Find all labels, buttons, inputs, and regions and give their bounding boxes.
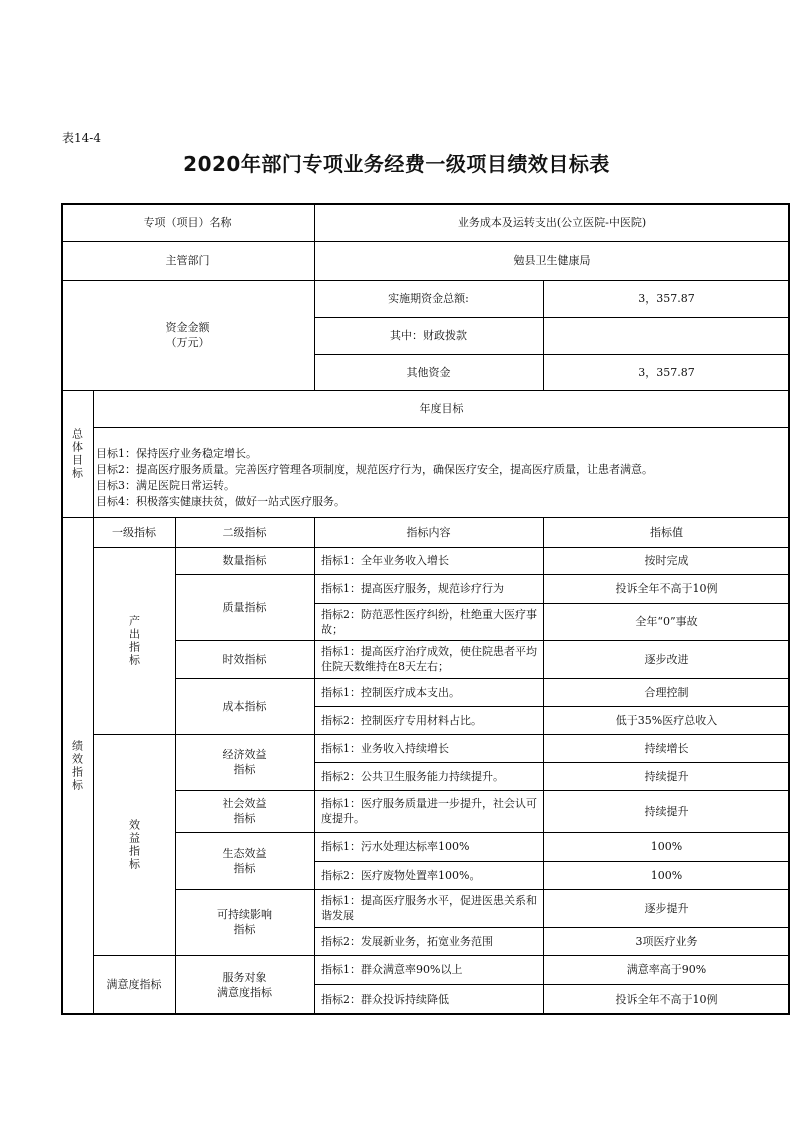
indicator-value: 合理控制 bbox=[644, 685, 689, 699]
funds-total-value: 3，357.87 bbox=[638, 292, 695, 305]
indicator-content: 指标2：群众投诉持续降低 bbox=[321, 992, 449, 1006]
performance-table bbox=[61, 203, 790, 1014]
grid-line bbox=[314, 317, 790, 318]
grid-line bbox=[175, 640, 790, 641]
header-content: 指标内容 bbox=[406, 525, 451, 539]
table-border bbox=[61, 203, 790, 205]
grid-line bbox=[93, 547, 790, 548]
grid-line bbox=[175, 832, 790, 833]
grid-line bbox=[314, 762, 790, 763]
grid-line bbox=[314, 603, 790, 604]
grid-line bbox=[93, 955, 790, 956]
indicator-value: 持续增长 bbox=[644, 741, 689, 755]
grid-line bbox=[175, 678, 790, 679]
indicator-value: 100% bbox=[650, 840, 683, 853]
funds-label: 资金金额 （万元） bbox=[165, 321, 210, 349]
indicator-value: 满意率高于90% bbox=[626, 963, 707, 976]
indicator-value: 100% bbox=[650, 868, 683, 882]
indicator-value: 持续提升 bbox=[644, 804, 689, 818]
grid-line bbox=[314, 927, 790, 928]
indicator-content: 指标1：全年业务收入增长 bbox=[321, 554, 449, 567]
indicator-content: 指标1：提高医疗服务，规范诊疗行为 bbox=[321, 582, 504, 595]
grid-line bbox=[175, 790, 790, 791]
goal-item: 目标4：积极落实健康扶贫，做好一站式医疗服务。 bbox=[96, 495, 345, 508]
grid-line bbox=[175, 574, 790, 575]
header-level2: 二级指标 bbox=[222, 525, 267, 539]
sustainable-impact-indicator: 可持续影响 指标 bbox=[217, 908, 272, 936]
benefit-indicators-label: 效益指标 bbox=[127, 818, 141, 871]
indicator-content: 指标1：业务收入持续增长 bbox=[321, 741, 449, 755]
indicator-content: 指标1：提高医疗服务水平，促进医患关系和谐发展 bbox=[321, 894, 537, 922]
economic-benefit-indicator: 经济效益 指标 bbox=[222, 748, 267, 776]
annual-goal-label: 年度目标 bbox=[419, 402, 464, 415]
grid-line bbox=[314, 984, 790, 985]
quantity-indicator: 数量指标 bbox=[222, 554, 267, 567]
quality-indicator: 质量指标 bbox=[222, 600, 267, 614]
indicator-content: 指标1：群众满意率90%以上 bbox=[321, 963, 463, 976]
table-border bbox=[788, 203, 790, 1015]
grid-line bbox=[93, 734, 790, 735]
indicator-content: 指标1：控制医疗成本支出。 bbox=[321, 685, 460, 699]
grid-line bbox=[175, 889, 790, 890]
funds-other-label: 其他资金 bbox=[406, 365, 451, 379]
indicator-value: 持续提升 bbox=[644, 769, 689, 783]
table-border bbox=[61, 1013, 790, 1015]
table-number: 表14-4 bbox=[62, 131, 101, 145]
header-value: 指标值 bbox=[650, 525, 683, 539]
indicator-content: 指标2：公共卫生服务能力持续提升。 bbox=[321, 769, 504, 783]
grid-line bbox=[61, 517, 790, 518]
grid-line bbox=[314, 706, 790, 707]
department-value: 勉县卫生健康局 bbox=[513, 254, 591, 267]
overall-goal-label: 总体目标 bbox=[70, 427, 84, 480]
ecological-benefit-indicator: 生态效益 指标 bbox=[222, 846, 267, 875]
grid-line bbox=[175, 517, 176, 1015]
indicator-value: 低于35%医疗总收入 bbox=[615, 713, 718, 727]
indicator-content: 指标2：防范恶性医疗纠纷，杜绝重大医疗事故； bbox=[321, 607, 537, 636]
grid-line bbox=[61, 280, 790, 281]
indicator-content: 指标2：控制医疗专用材料占比。 bbox=[321, 713, 482, 727]
indicator-content: 指标1：提高医疗治疗成效，使住院患者平均住院天数维持在8天左右； bbox=[321, 645, 537, 673]
grid-line bbox=[543, 280, 544, 390]
department-label: 主管部门 bbox=[165, 254, 210, 267]
indicator-content: 指标1：医疗服务质量进一步提升，社会认可度提升。 bbox=[321, 797, 537, 825]
indicator-value: 投诉全年不高于10例 bbox=[615, 582, 718, 595]
project-name-label: 专项（项目）名称 bbox=[143, 215, 232, 229]
goal-item: 目标3：满足医院日常运转。 bbox=[96, 479, 235, 492]
header-level1: 一级指标 bbox=[112, 525, 156, 539]
goals-list bbox=[93, 427, 790, 517]
grid-line bbox=[543, 517, 544, 1015]
indicator-value: 逐步改进 bbox=[644, 652, 689, 666]
grid-line bbox=[314, 517, 315, 1015]
indicator-value: 逐步提升 bbox=[644, 901, 689, 915]
social-benefit-indicator: 社会效益 指标 bbox=[222, 797, 267, 825]
service-satisfaction-indicator: 服务对象 满意度指标 bbox=[217, 970, 272, 999]
cost-indicator: 成本指标 bbox=[222, 699, 267, 713]
grid-line bbox=[93, 390, 94, 1015]
funds-fiscal-label: 其中：财政拨款 bbox=[390, 329, 467, 342]
page-title: 2020年部门专项业务经费一级项目绩效目标表 bbox=[183, 152, 610, 176]
grid-line bbox=[314, 861, 790, 862]
funds-fiscal-value bbox=[543, 317, 790, 354]
output-indicators-label: 产出指标 bbox=[127, 614, 141, 667]
indicator-content: 指标2：发展新业务，拓宽业务范围 bbox=[321, 934, 493, 948]
grid-line bbox=[314, 203, 315, 390]
indicator-content: 指标2：医疗废物处置率100%。 bbox=[321, 868, 481, 882]
table-border bbox=[61, 203, 63, 1015]
project-name-value: 业务成本及运转支出(公立医院-中医院) bbox=[457, 215, 647, 229]
goal-item: 目标1：保持医疗业务稳定增长。 bbox=[96, 447, 257, 460]
indicator-value: 投诉全年不高于10例 bbox=[615, 992, 718, 1006]
satisfaction-indicators-label: 满意度指标 bbox=[106, 978, 162, 991]
goal-item: 目标2：提高医疗服务质量。完善医疗管理各项制度，规范医疗行为，确保医疗安全，提高医疗质量，让患者满意。 bbox=[96, 463, 653, 476]
grid-line bbox=[61, 390, 790, 391]
performance-indicators-label: 绩效指标 bbox=[70, 739, 84, 792]
indicator-value: 按时完成 bbox=[644, 554, 689, 567]
grid-line bbox=[61, 241, 790, 242]
indicator-value: 全年“0”事故 bbox=[635, 615, 698, 628]
indicator-value: 3项医疗业务 bbox=[635, 934, 698, 948]
grid-line bbox=[93, 427, 790, 428]
funds-total-label: 实施期资金总额: bbox=[388, 292, 469, 305]
grid-line bbox=[314, 354, 790, 355]
timeliness-indicator: 时效指标 bbox=[222, 652, 267, 666]
indicator-content: 指标1：污水处理达标率100% bbox=[321, 840, 470, 853]
funds-other-value: 3，357.87 bbox=[638, 365, 695, 379]
